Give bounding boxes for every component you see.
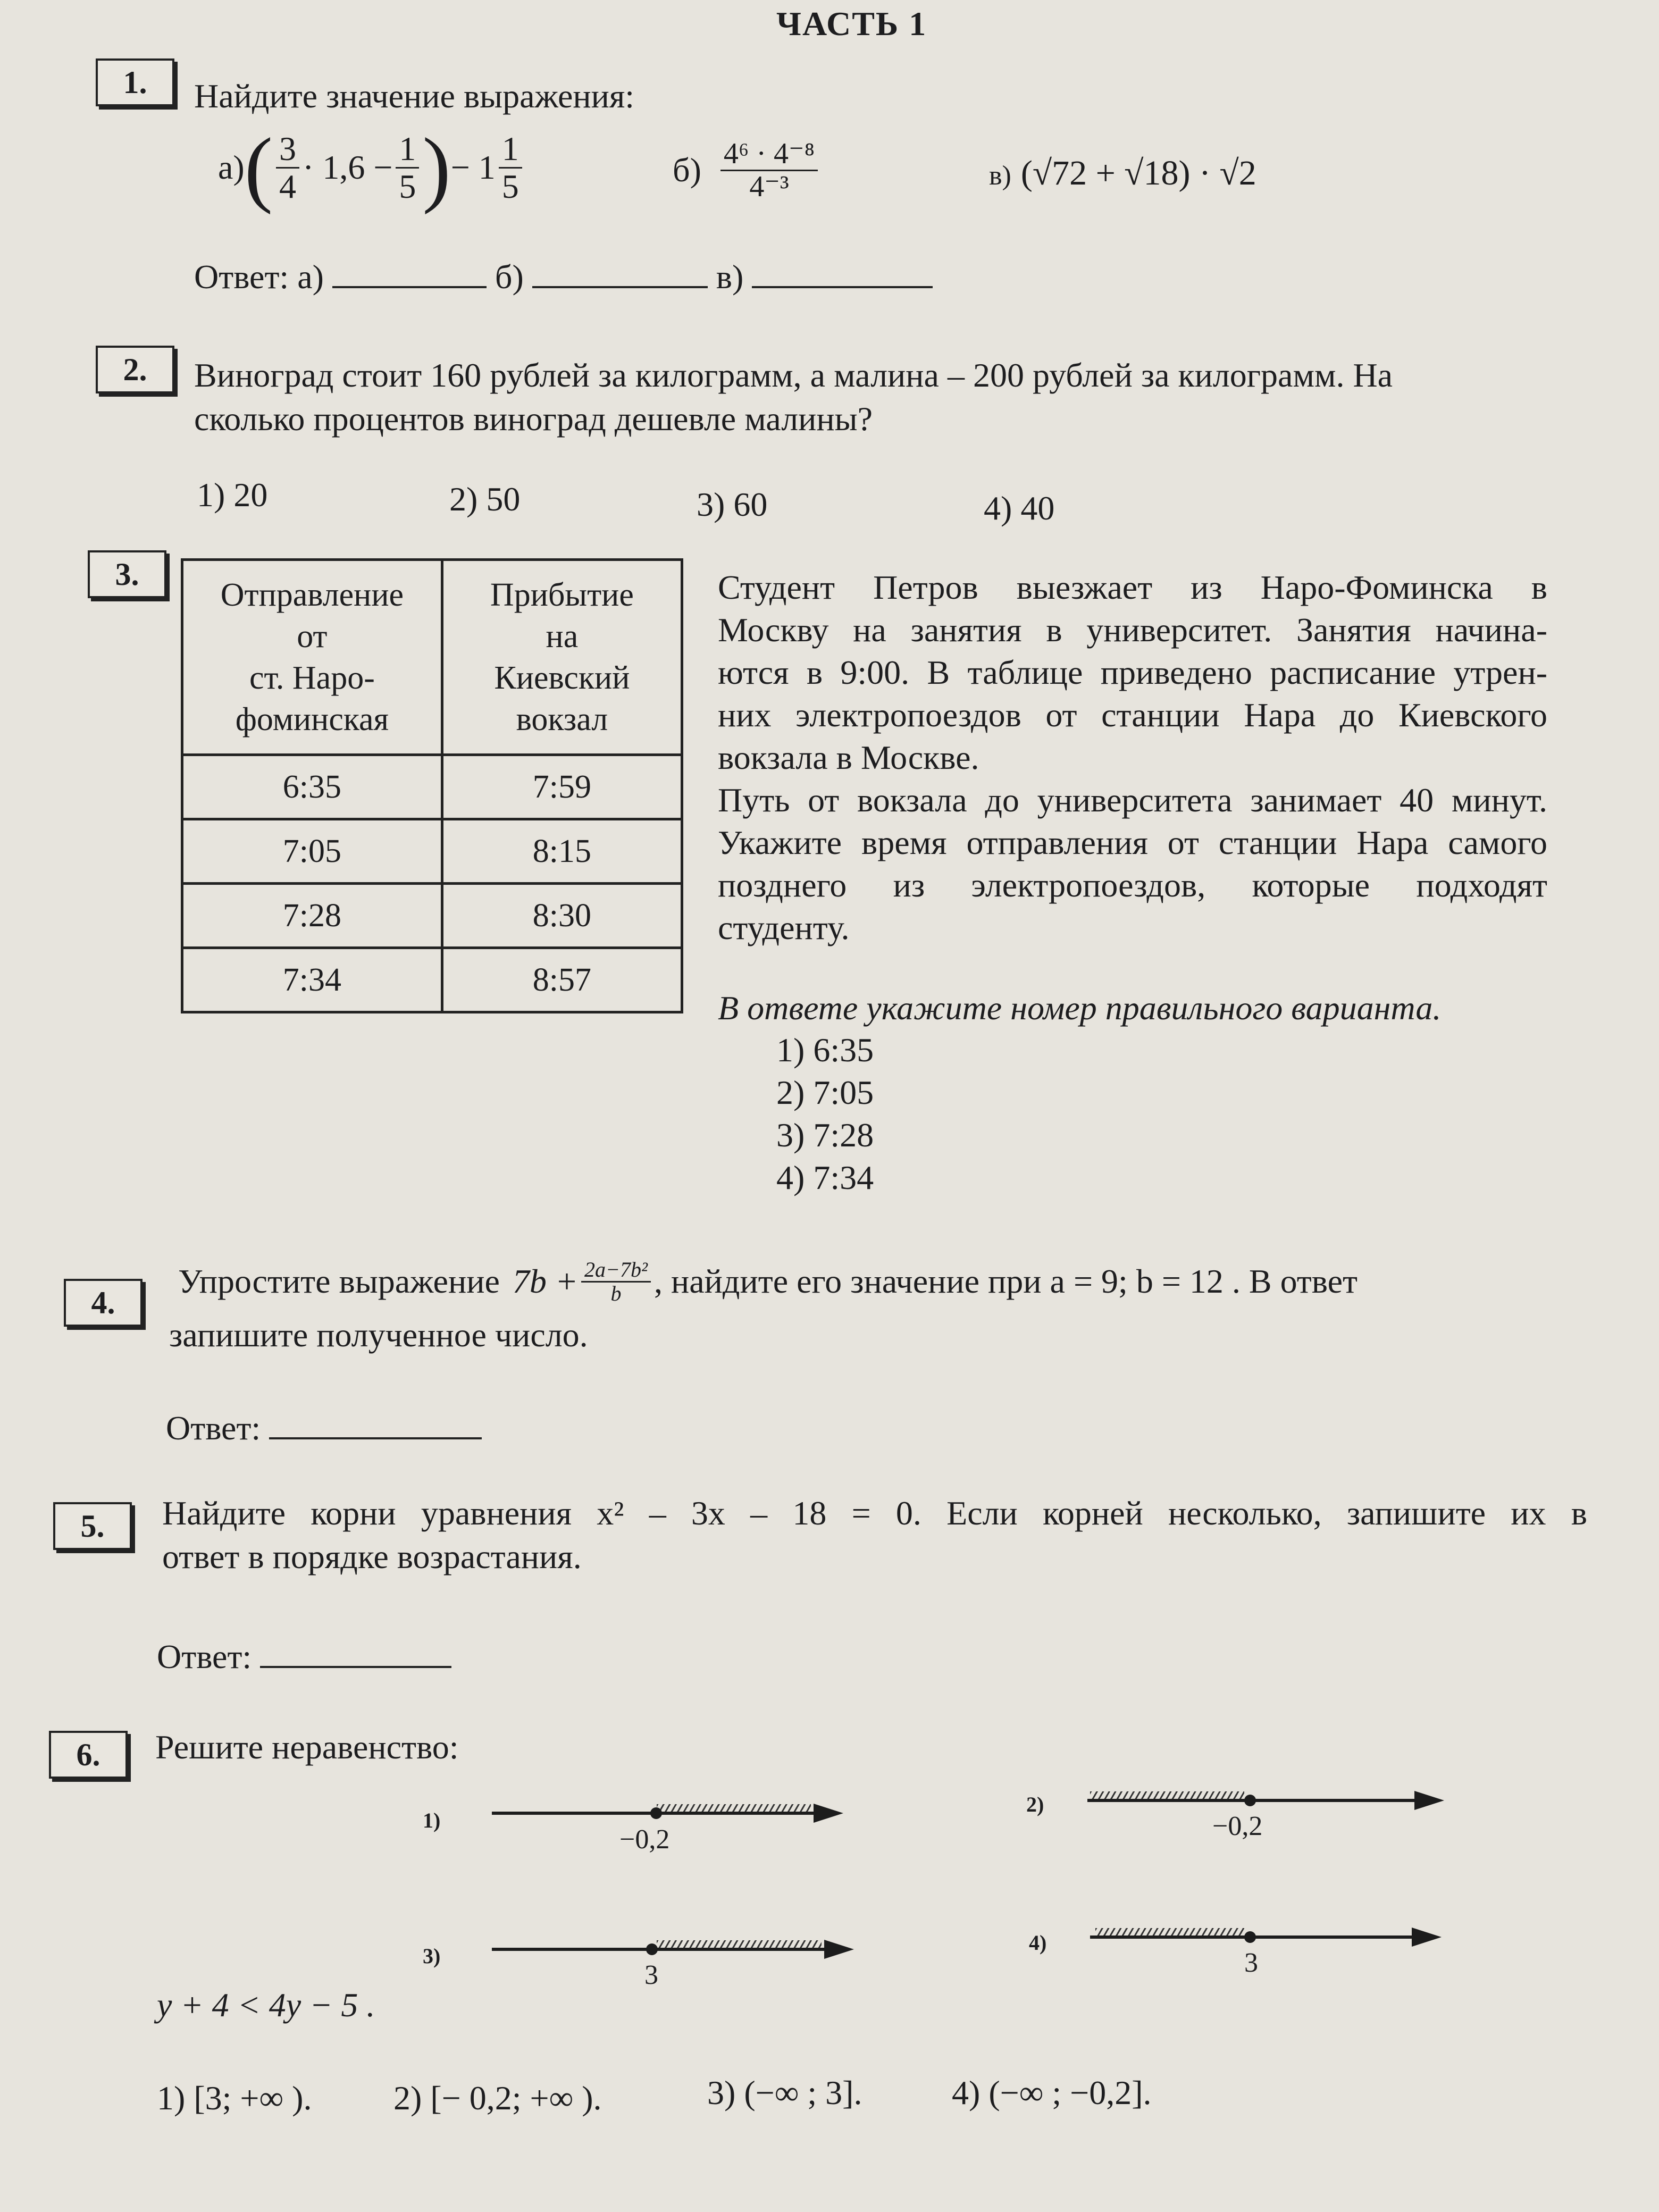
q6-prompt: Решите неравенство: (155, 1728, 459, 1766)
question-number-4: 4. (64, 1279, 143, 1327)
q5-answer-row: Ответ: (157, 1635, 451, 1679)
q2-option[interactable]: 2) 50 (449, 480, 521, 518)
question-number-1: 1. (96, 58, 174, 106)
q4-line1: Упростите выражение 7b + $\frac{\text{2a−7b²}}{b}$ , найдите его значение при a = 9; b = 12 . В ответ (178, 1257, 1358, 1305)
q2-option[interactable]: 1) 20 (197, 476, 268, 514)
arrow-icon (814, 1804, 843, 1823)
answer-blank[interactable] (269, 1437, 482, 1439)
schedule-table (181, 558, 683, 1013)
q6-option[interactable]: 1) [3; +∞ ). (157, 2079, 312, 2117)
inequality: y + 4 < 4y − 5 . (157, 1986, 375, 2024)
table-row: 7:34 8:57 (182, 948, 682, 1012)
fraction: $\frac{3}{4}$ (276, 131, 299, 204)
q3-option[interactable]: 1) 6:35 (776, 1031, 874, 1069)
q2-option[interactable]: 3) 60 (697, 485, 768, 523)
q2-option[interactable]: 4) 40 (984, 489, 1055, 527)
answer-blank-c[interactable] (752, 286, 933, 288)
fraction: $\frac{\text{4⁶ · 4⁻⁸}}{\text{4⁻³}}$ (720, 138, 818, 203)
q3-options (776, 1029, 874, 1199)
q3-option[interactable]: 4) 7:34 (776, 1159, 874, 1196)
table-row: 7:05 8:15 (182, 819, 682, 884)
table-row: 6:35 7:59 (182, 755, 682, 819)
answer-blank-a[interactable] (332, 286, 487, 288)
fraction: $\frac{1}{5}$ (396, 131, 419, 204)
arrow-icon (824, 1940, 854, 1959)
q1-expression-a: а) ( $\frac{3}{4}$ · 1,6 − $\frac{1}{5}$ ) − 1 $\frac{1}{5}$ (218, 122, 525, 213)
q3-instruction: В ответе укажите номер правильного варианта. (718, 989, 1442, 1027)
arrow-icon (1412, 1928, 1442, 1947)
q4-answer-row: Ответ: (166, 1406, 482, 1450)
fraction: $\frac{1}{5}$ (499, 131, 522, 204)
q1-expression-c: в) (√72 + √18) · √2 (989, 154, 1256, 192)
fraction: $\frac{\text{2a−7b²}}{b}$ (581, 1259, 651, 1305)
question-number-6: 6. (49, 1731, 128, 1779)
table-header-row (182, 560, 682, 755)
q5-text: Найдите корни уравнения x² – 3x – 18 = 0. Если корней несколько, запишите их в ответ в порядке возрастания. (162, 1494, 1587, 1576)
q1-expression-b: б) $\frac{\text{4⁶ · 4⁻⁸}}{\text{4⁻³}}$ (673, 128, 821, 213)
q6-option[interactable]: 2) [− 0,2; +∞ ). (393, 2079, 602, 2117)
answer-blank[interactable] (260, 1666, 451, 1668)
point-marker (1244, 1931, 1256, 1943)
question-number-3: 3. (88, 550, 166, 598)
table-row: 7:28 8:30 (182, 884, 682, 948)
point-marker (646, 1943, 658, 1955)
question-number-2: 2. (96, 346, 174, 393)
page-title: ЧАСТЬ 1 (776, 5, 927, 43)
q2-text: Виноград стоит 160 рублей за килограмм, а малина – 200 рублей за килограмм. На сколько процентов виноград дешевле малины? (194, 356, 1393, 438)
q4-line2: запишите полученное число. (169, 1316, 588, 1354)
table-header-departure: Отправление от ст. Наро- фоминская (182, 560, 442, 755)
q3-option[interactable]: 3) 7:28 (776, 1116, 874, 1154)
q6-option[interactable]: 3) (−∞ ; 3]. (707, 2074, 862, 2112)
table-header-arrival: Прибытие на Киевский вокзал (442, 560, 682, 755)
arrow-icon (1414, 1791, 1444, 1810)
q1-a-label: а) (218, 148, 245, 186)
q3-option[interactable]: 2) 7:05 (776, 1074, 874, 1111)
question-number-5: 5. (53, 1502, 132, 1550)
answer-blank-b[interactable] (532, 286, 708, 288)
q1-answer-row: Ответ: а) б) в) (194, 255, 933, 299)
point-marker (1244, 1795, 1256, 1806)
q1-prompt: Найдите значение выражения: (194, 77, 635, 115)
q3-text: Студент Петров выезжает из Наро-Фоминска в Москву на занятия в университет. Занятия начина- ются в 9:00. В таблице приведено расписание утрен- них электропоездов от станции Нара до Киевского вокзала в Москве. Путь от вокзала до университета занимает 40 минут. Укажите время отправления от станции Нара самого позднего из электропоездов, которые подходят студенту. (718, 568, 1547, 946)
point-marker (650, 1807, 662, 1819)
q6-option[interactable]: 4) (−∞ ; −0,2]. (952, 2074, 1152, 2112)
